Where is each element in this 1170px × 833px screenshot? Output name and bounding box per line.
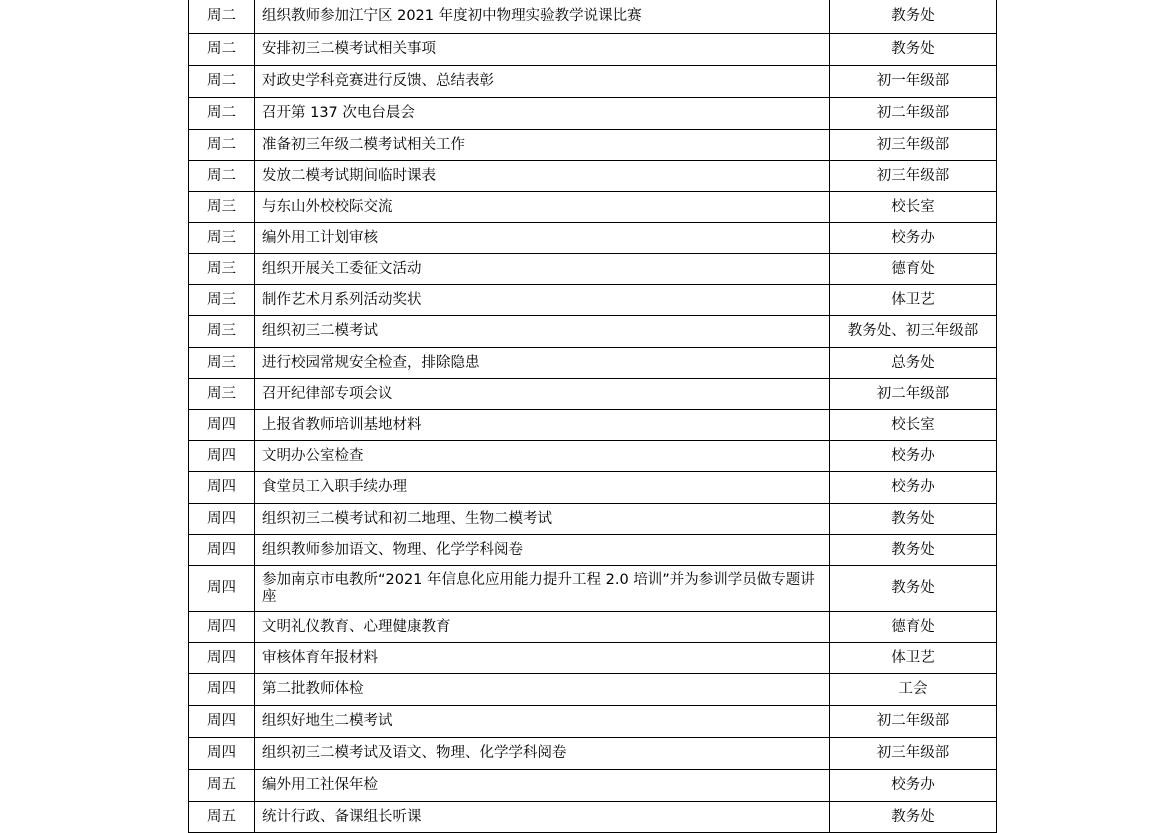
table-row	[189, 192, 997, 223]
table-row	[189, 98, 997, 130]
day-cell: 周四	[189, 441, 255, 472]
table-row	[189, 34, 997, 66]
task-cell: 组织初三二模考试和初二地理、生物二模考试	[255, 504, 830, 535]
department-cell: 教务处	[830, 504, 997, 535]
weekly-schedule-table	[188, 0, 997, 833]
task-cell: 第二批教师体检	[255, 674, 830, 706]
table-row	[189, 504, 997, 535]
task-cell: 组织开展关工委征文活动	[255, 254, 830, 285]
table-row	[189, 66, 997, 98]
table-row	[189, 643, 997, 674]
table-row	[189, 566, 997, 612]
day-cell: 周四	[189, 738, 255, 770]
task-cell: 上报省教师培训基地材料	[255, 410, 830, 441]
task-cell: 编外用工计划审核	[255, 223, 830, 254]
department-cell: 初二年级部	[830, 98, 997, 130]
table-row	[189, 130, 997, 161]
table-row	[189, 770, 997, 802]
department-cell: 初二年级部	[830, 379, 997, 410]
day-cell: 周三	[189, 285, 255, 316]
task-cell: 与东山外校校际交流	[255, 192, 830, 223]
day-cell: 周三	[189, 192, 255, 223]
day-cell: 周三	[189, 379, 255, 410]
task-cell: 统计行政、备课组长听课	[255, 802, 830, 833]
task-cell: 食堂员工入职手续办理	[255, 472, 830, 504]
department-cell: 校务办	[830, 472, 997, 504]
table-row	[189, 410, 997, 441]
day-cell: 周三	[189, 348, 255, 379]
task-cell: 组织好地生二模考试	[255, 706, 830, 738]
task-cell: 文明办公室检查	[255, 441, 830, 472]
department-cell: 教务处	[830, 802, 997, 833]
day-cell: 周四	[189, 472, 255, 504]
day-cell: 周五	[189, 770, 255, 802]
table-row	[189, 738, 997, 770]
task-cell: 进行校园常规安全检查，排除隐患	[255, 348, 830, 379]
department-cell: 初三年级部	[830, 738, 997, 770]
day-cell: 周五	[189, 802, 255, 833]
day-cell: 周三	[189, 223, 255, 254]
department-cell: 初二年级部	[830, 706, 997, 738]
table-row	[189, 802, 997, 833]
table-row	[189, 0, 997, 34]
task-cell: 组织初三二模考试	[255, 316, 830, 348]
department-cell: 德育处	[830, 612, 997, 643]
task-cell: 组织教师参加语文、物理、化学学科阅卷	[255, 535, 830, 566]
task-cell: 参加南京市电教所“2021 年信息化应用能力提升工程 2.0 培训”并为参训学员做专题讲座	[255, 566, 830, 612]
day-cell: 周二	[189, 161, 255, 192]
task-cell: 编外用工社保年检	[255, 770, 830, 802]
task-cell: 文明礼仪教育、心理健康教育	[255, 612, 830, 643]
table-row	[189, 379, 997, 410]
department-cell: 校长室	[830, 192, 997, 223]
task-cell: 安排初三二模考试相关事项	[255, 34, 830, 66]
department-cell: 校长室	[830, 410, 997, 441]
task-cell: 组织初三二模考试及语文、物理、化学学科阅卷	[255, 738, 830, 770]
table-row	[189, 348, 997, 379]
table-row	[189, 316, 997, 348]
day-cell: 周四	[189, 643, 255, 674]
day-cell: 周二	[189, 66, 255, 98]
day-cell: 周二	[189, 98, 255, 130]
table-row	[189, 161, 997, 192]
task-cell: 发放二模考试期间临时课表	[255, 161, 830, 192]
task-cell: 召开纪律部专项会议	[255, 379, 830, 410]
day-cell: 周二	[189, 34, 255, 66]
department-cell: 校务办	[830, 223, 997, 254]
day-cell: 周二	[189, 130, 255, 161]
task-cell: 制作艺术月系列活动奖状	[255, 285, 830, 316]
department-cell: 初三年级部	[830, 161, 997, 192]
day-cell: 周四	[189, 566, 255, 612]
department-cell: 工会	[830, 674, 997, 706]
table-row	[189, 285, 997, 316]
day-cell: 周四	[189, 535, 255, 566]
department-cell: 总务处	[830, 348, 997, 379]
day-cell: 周四	[189, 612, 255, 643]
day-cell: 周三	[189, 254, 255, 285]
table-row	[189, 254, 997, 285]
day-cell: 周四	[189, 706, 255, 738]
department-cell: 校务办	[830, 770, 997, 802]
day-cell: 周三	[189, 316, 255, 348]
department-cell: 教务处、初三年级部	[830, 316, 997, 348]
task-cell: 召开第 137 次电台晨会	[255, 98, 830, 130]
department-cell: 初一年级部	[830, 66, 997, 98]
department-cell: 校务办	[830, 441, 997, 472]
department-cell: 教务处	[830, 535, 997, 566]
department-cell: 教务处	[830, 34, 997, 66]
department-cell: 教务处	[830, 0, 997, 34]
department-cell: 教务处	[830, 566, 997, 612]
day-cell: 周四	[189, 674, 255, 706]
table-row	[189, 674, 997, 706]
day-cell: 周二	[189, 0, 255, 34]
task-cell: 准备初三年级二模考试相关工作	[255, 130, 830, 161]
table-row	[189, 223, 997, 254]
day-cell: 周四	[189, 504, 255, 535]
task-cell: 对政史学科竞赛进行反馈、总结表彰	[255, 66, 830, 98]
table-row	[189, 535, 997, 566]
table-row	[189, 706, 997, 738]
task-cell: 组织教师参加江宁区 2021 年度初中物理实验教学说课比赛	[255, 0, 830, 34]
table-row	[189, 612, 997, 643]
table-row	[189, 472, 997, 504]
department-cell: 体卫艺	[830, 285, 997, 316]
department-cell: 初三年级部	[830, 130, 997, 161]
table-row	[189, 441, 997, 472]
department-cell: 德育处	[830, 254, 997, 285]
task-cell: 审核体育年报材料	[255, 643, 830, 674]
department-cell: 体卫艺	[830, 643, 997, 674]
day-cell: 周四	[189, 410, 255, 441]
